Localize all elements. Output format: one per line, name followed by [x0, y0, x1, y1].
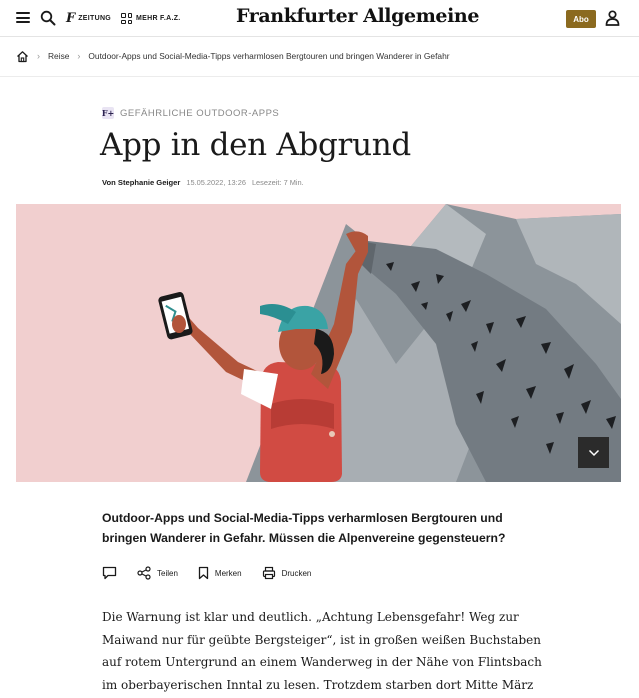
- nav-mehr-faz-link[interactable]: [121, 11, 181, 26]
- hero-image: [16, 204, 621, 482]
- nav-zeitung-label: ZEITUNG: [78, 15, 112, 22]
- bookmark-button[interactable]: [198, 566, 242, 580]
- user-icon[interactable]: [605, 10, 620, 26]
- article-teaser: Outdoor-Apps und Social-Media-Tipps verharmlosen Bergtouren und bringen Wanderer in Gefahr. Müssen die Alpenvereine gegensteuern?: [102, 511, 506, 545]
- body-line: auf rotem Untergrund an einem Wanderweg in der Nähe von Flintsbach: [102, 655, 542, 669]
- print-label: Drucken: [281, 568, 312, 578]
- comment-button[interactable]: [102, 566, 117, 580]
- search-icon[interactable]: [40, 10, 56, 26]
- divider: [0, 76, 639, 77]
- kicker-text: GEFÄHRLICHE OUTDOOR-APPS: [120, 107, 280, 119]
- body-line: Maiwand nur für geübte Bergsteiger“, ist in großen weißen Buchstaben: [102, 632, 541, 647]
- body-line: Die Warnung ist klar und deutlich. „Achtung Lebensgefahr! Weg zur: [102, 610, 519, 624]
- grid-icon: [121, 13, 132, 24]
- print-icon: [262, 566, 276, 580]
- body-line: im oberbayerischen Inntal zu lesen. Trotzdem starben dort Mitte März: [102, 677, 534, 692]
- hero-illustration: [16, 204, 621, 482]
- chevron-down-icon: [588, 449, 600, 457]
- share-label: Teilen: [157, 568, 178, 578]
- reading-time: Lesezeit: 7 Min.: [251, 178, 304, 187]
- scroll-down-button[interactable]: [578, 437, 609, 468]
- article-headline: App in den Abgrund: [100, 127, 411, 163]
- home-icon[interactable]: [16, 50, 29, 63]
- author-link[interactable]: Von Stephanie Geiger: [102, 178, 181, 187]
- chevron-right-icon: ›: [37, 51, 40, 61]
- site-header: [0, 0, 639, 37]
- breadcrumb-item-article[interactable]: Outdoor-Apps und Social-Media-Tipps verharmlosen Bergtouren und bringen Wanderer in Gefahr: [88, 51, 450, 61]
- nav-zeitung-link[interactable]: [66, 11, 111, 26]
- print-button[interactable]: [262, 566, 312, 580]
- bookmark-label: Merken: [214, 568, 242, 578]
- article-actions: [102, 566, 311, 580]
- faz-plus-badge: F+: [101, 108, 115, 118]
- breadcrumb-item-reise[interactable]: Reise: [48, 51, 70, 61]
- abo-button[interactable]: Abo: [566, 10, 596, 28]
- chevron-right-icon: ›: [77, 51, 81, 61]
- article-body: [102, 606, 542, 696]
- faz-f-icon: F: [66, 11, 76, 26]
- site-logo[interactable]: Frankfurter Allgemeine: [236, 5, 480, 27]
- bookmark-icon: [198, 566, 209, 580]
- share-button[interactable]: [137, 566, 178, 580]
- comment-icon: [102, 566, 117, 580]
- share-icon: [137, 566, 151, 580]
- byline: [102, 178, 304, 187]
- article-kicker: [102, 107, 279, 119]
- breadcrumb: [16, 47, 450, 65]
- nav-mehr-label: MEHR F.A.Z.: [136, 15, 181, 22]
- publish-date: 15.05.2022, 13:26: [186, 178, 246, 187]
- hamburger-menu-icon[interactable]: [16, 12, 30, 23]
